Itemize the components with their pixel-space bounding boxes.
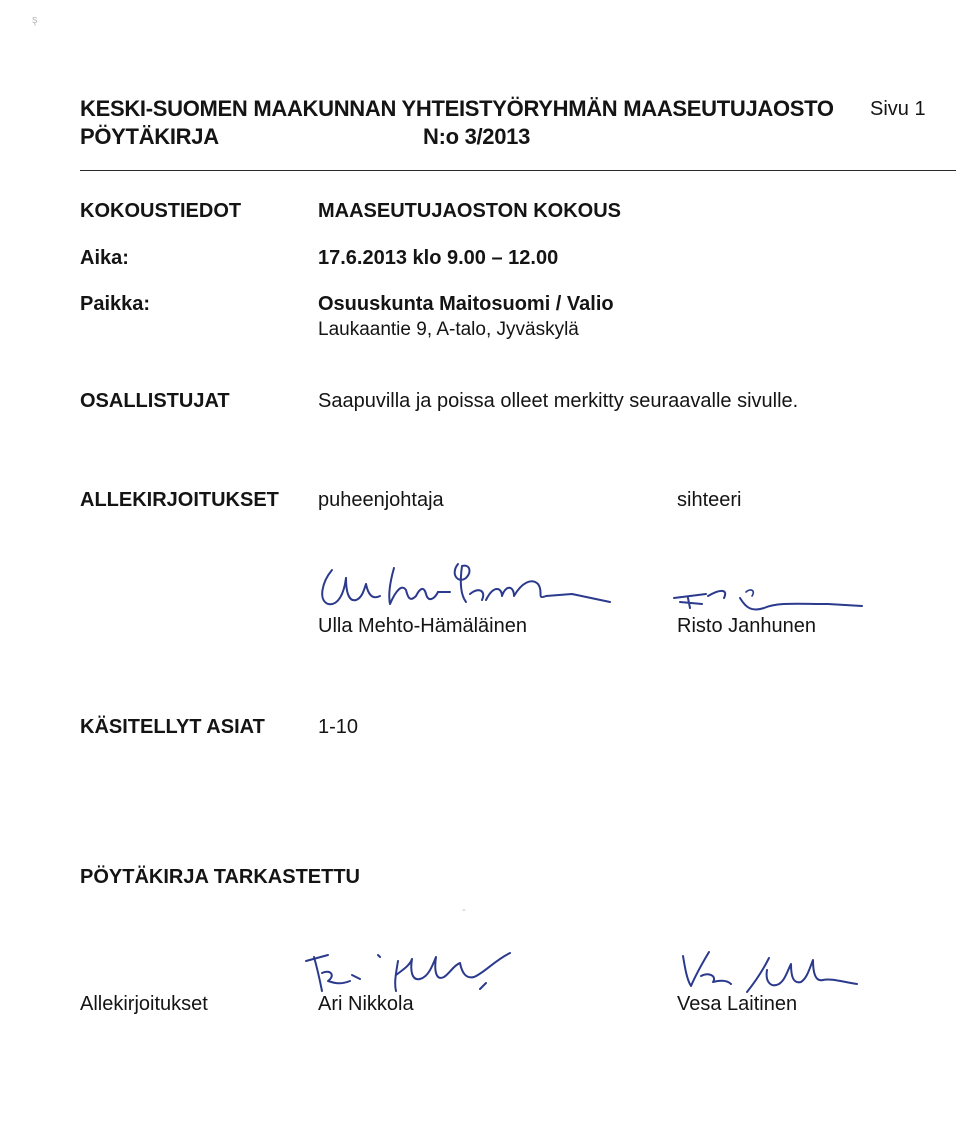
signatures-field-label: Allekirjoitukset xyxy=(80,993,208,1015)
header-rule xyxy=(80,170,956,171)
place-label: Paikka: xyxy=(80,293,151,315)
document-type: PÖYTÄKIRJA xyxy=(80,124,219,149)
review-label: PÖYTÄKIRJA TARKASTETTU xyxy=(80,866,360,888)
meeting-title: MAASEUTUJAOSTON KOKOUS xyxy=(318,200,621,222)
time-label: Aika: xyxy=(80,247,129,269)
meeting-section-label: KOKOUSTIEDOT xyxy=(80,200,242,222)
organization-title: KESKI-SUOMEN MAAKUNNAN YHTEISTYÖRYHMÄN MAASEUTUJAOSTO xyxy=(80,96,834,121)
reviewer1-name: Ari Nikkola xyxy=(318,993,414,1015)
scan-speck: ş xyxy=(32,14,38,26)
place-address: Laukaantie 9, A-talo, Jyväskylä xyxy=(318,319,579,340)
page-number: Sivu 1 xyxy=(870,98,926,120)
participants-text: Saapuvilla ja poissa olleet merkitty seuraavalle sivulle. xyxy=(318,390,799,412)
participants-label: OSALLISTUJAT xyxy=(80,390,230,412)
chair-name: Ulla Mehto-Hämäläinen xyxy=(318,615,527,637)
items-value: 1-10 xyxy=(318,716,359,738)
time-value: 17.6.2013 klo 9.00 – 12.00 xyxy=(318,247,559,269)
place-name: Osuuskunta Maitosuomi / Valio xyxy=(318,293,614,315)
scan-speck: - xyxy=(462,904,466,916)
secretary-name: Risto Janhunen xyxy=(677,615,816,637)
items-label: KÄSITELLYT ASIAT xyxy=(80,716,265,738)
signatures-label: ALLEKIRJOITUKSET xyxy=(80,489,279,511)
chair-role: puheenjohtaja xyxy=(318,489,444,511)
document-number: N:o 3/2013 xyxy=(423,124,531,149)
secretary-role: sihteeri xyxy=(677,489,742,511)
reviewer2-name: Vesa Laitinen xyxy=(677,993,798,1015)
